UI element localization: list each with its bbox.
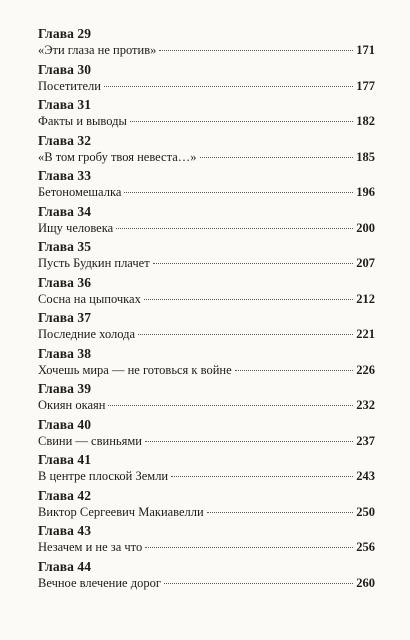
page-number: 182 bbox=[356, 114, 375, 128]
toc-entry[interactable] bbox=[38, 204, 375, 240]
page-number: 250 bbox=[356, 504, 375, 519]
toc-entry[interactable] bbox=[38, 275, 375, 311]
toc-line bbox=[38, 576, 375, 592]
chapter-title: «Эти глаза не против» bbox=[38, 43, 157, 57]
chapter-heading: Глава 38 bbox=[38, 345, 92, 361]
page-number: 207 bbox=[356, 256, 375, 270]
page-number: 243 bbox=[356, 469, 375, 483]
page-number: 196 bbox=[356, 185, 375, 199]
page-number: 232 bbox=[356, 398, 375, 412]
chapter-title: Сосна на цыпочках bbox=[38, 291, 141, 306]
chapter-title: Окиян окаян bbox=[38, 398, 106, 412]
chapter-heading: Глава 31 bbox=[38, 97, 92, 112]
chapter-heading: Глава 29 bbox=[38, 26, 92, 41]
dot-leader bbox=[164, 583, 353, 584]
dot-leader bbox=[116, 228, 353, 229]
dot-leader bbox=[235, 370, 354, 371]
chapter-heading: Глава 33 bbox=[38, 168, 92, 183]
chapter-heading: Глава 39 bbox=[38, 381, 92, 396]
toc-entry[interactable] bbox=[38, 310, 375, 346]
page-number: 226 bbox=[356, 362, 375, 377]
toc-line bbox=[38, 327, 375, 343]
dot-leader bbox=[124, 192, 353, 193]
page-number: 200 bbox=[356, 220, 375, 235]
chapter-heading: Глава 41 bbox=[38, 452, 92, 467]
toc-entry[interactable] bbox=[38, 97, 375, 133]
toc-line bbox=[38, 43, 375, 59]
chapter-heading: Глава 32 bbox=[38, 132, 92, 148]
toc-entry[interactable] bbox=[38, 62, 375, 98]
toc-entry[interactable] bbox=[38, 346, 375, 382]
toc-entry[interactable] bbox=[38, 523, 375, 559]
toc-entry[interactable] bbox=[38, 452, 375, 488]
chapter-title: Виктор Сергеевич Макиавелли bbox=[38, 504, 204, 519]
chapter-title: Последние холода bbox=[38, 327, 136, 341]
chapter-heading: Глава 42 bbox=[38, 487, 92, 503]
chapter-title: «В том гробу твоя невеста…» bbox=[38, 149, 197, 164]
page-number: 212 bbox=[356, 291, 375, 306]
chapter-title: Посетители bbox=[38, 78, 101, 93]
dot-leader bbox=[159, 50, 353, 51]
chapter-heading: Глава 44 bbox=[38, 558, 92, 574]
chapter-heading: Глава 37 bbox=[38, 310, 92, 325]
dot-leader bbox=[171, 476, 353, 477]
dot-leader bbox=[130, 121, 353, 122]
toc-line bbox=[38, 150, 375, 166]
toc-entry[interactable] bbox=[38, 239, 375, 275]
toc-line bbox=[38, 469, 375, 485]
toc-entry[interactable] bbox=[38, 488, 375, 524]
chapter-heading: Глава 43 bbox=[38, 523, 92, 538]
chapter-title: Вечное влечение дорог bbox=[38, 575, 161, 590]
toc-line bbox=[38, 114, 375, 130]
dot-leader bbox=[145, 547, 353, 548]
dot-leader bbox=[200, 157, 354, 158]
dot-leader bbox=[153, 263, 354, 264]
page-number: 185 bbox=[356, 149, 375, 164]
toc-line bbox=[38, 434, 375, 450]
toc-entry[interactable] bbox=[38, 381, 375, 417]
chapter-heading: Глава 30 bbox=[38, 61, 92, 77]
toc-line bbox=[38, 79, 375, 95]
page-number: 237 bbox=[356, 433, 375, 448]
chapter-title: В центре плоской Земли bbox=[38, 469, 169, 483]
chapter-title: Факты и выводы bbox=[38, 114, 127, 128]
dot-leader bbox=[138, 334, 353, 335]
chapter-title: Ищу человека bbox=[38, 220, 114, 235]
chapter-title: Свини — свиньями bbox=[38, 433, 142, 448]
toc-line bbox=[38, 363, 375, 379]
table-of-contents bbox=[38, 26, 375, 594]
toc-line bbox=[38, 221, 375, 237]
chapter-heading: Глава 34 bbox=[38, 203, 92, 219]
toc-entry[interactable] bbox=[38, 559, 375, 595]
dot-leader bbox=[104, 86, 353, 87]
chapter-heading: Глава 36 bbox=[38, 274, 92, 290]
page-number: 260 bbox=[356, 575, 375, 590]
dot-leader bbox=[145, 441, 353, 442]
page-number: 171 bbox=[356, 43, 375, 57]
chapter-title: Хочешь мира — не готовься к войне bbox=[38, 362, 232, 377]
chapter-title: Пусть Будкин плачет bbox=[38, 256, 150, 270]
page-number: 177 bbox=[356, 78, 375, 93]
chapter-title: Незачем и не за что bbox=[38, 540, 143, 554]
page-number: 256 bbox=[356, 540, 375, 554]
toc-entry[interactable] bbox=[38, 133, 375, 169]
chapter-heading: Глава 40 bbox=[38, 416, 92, 432]
toc-line bbox=[38, 292, 375, 308]
dot-leader bbox=[207, 512, 354, 513]
dot-leader bbox=[108, 405, 353, 406]
toc-line bbox=[38, 540, 375, 556]
toc-entry[interactable] bbox=[38, 168, 375, 204]
toc-line bbox=[38, 505, 375, 521]
toc-line bbox=[38, 185, 375, 201]
page-number: 221 bbox=[356, 327, 375, 341]
chapter-title: Бетономешалка bbox=[38, 185, 122, 199]
toc-entry[interactable] bbox=[38, 26, 375, 62]
toc-line bbox=[38, 398, 375, 414]
toc-line bbox=[38, 256, 375, 272]
chapter-heading: Глава 35 bbox=[38, 239, 92, 254]
dot-leader bbox=[144, 299, 353, 300]
toc-entry[interactable] bbox=[38, 417, 375, 453]
